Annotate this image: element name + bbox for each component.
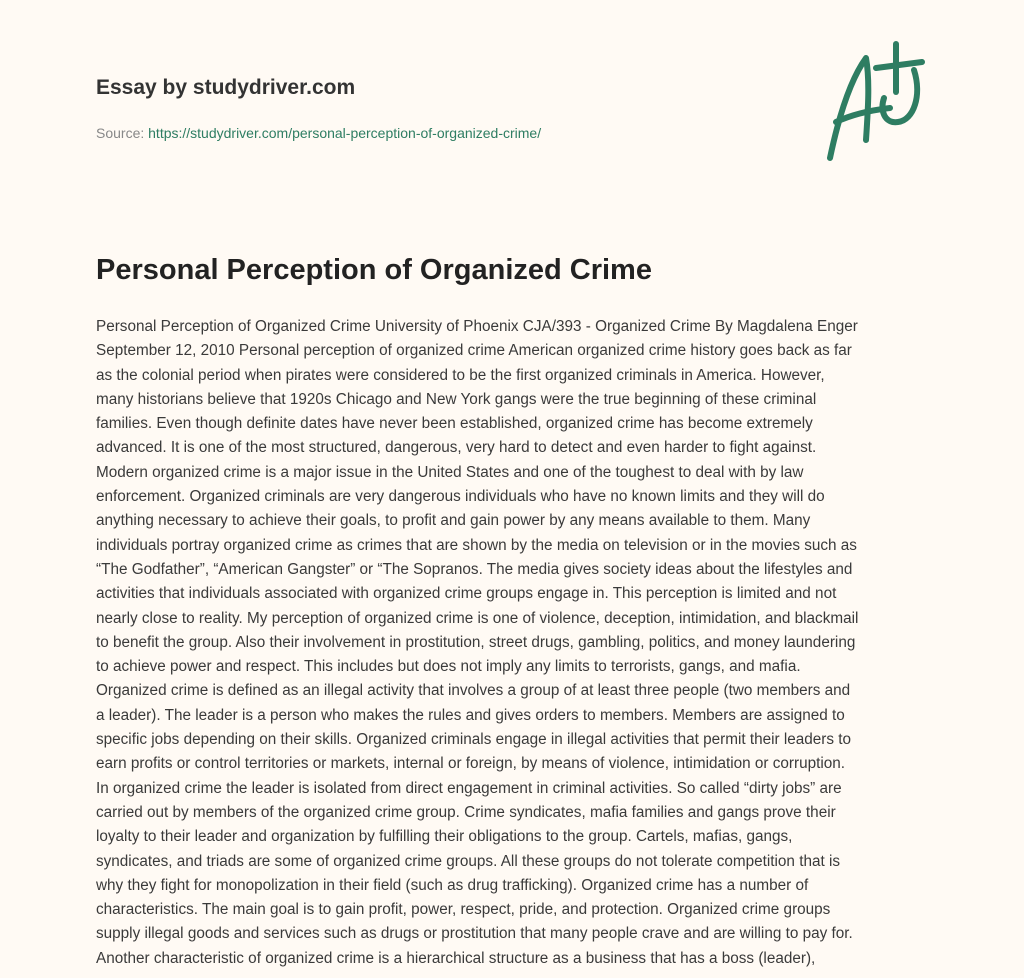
essay-text-line: Modern organized crime is a major issue in the United States and one of the toughest to deal with by law [96,463,804,481]
essay-text-line: nearly close to reality. My perception of organized crime is one of violence, deception, intimidation, and blackmail [96,609,859,627]
essay-text-line: many historians believe that 1920s Chicago and New York gangs were the true beginning of these criminal [96,390,817,408]
essay-text-line: Another characteristic of organized crime is a hierarchical structure as a business that has a boss (leader), [96,949,816,967]
essay-text-line: loyalty to their leader and organization by fulfilling their obligations to the group. Cartels, mafias, gangs, [96,828,793,846]
essay-text-line: supply illegal goods and services such as drugs or prostitution that many people crave and are willing to pay for. [96,925,853,943]
essay-text-line: advanced. It is one of the most structured, dangerous, very hard to detect and even harder to fight against. [96,439,817,457]
essay-text-line: individuals portray organized crime as crimes that are shown by the media on television or in the movies such as [96,536,857,554]
essay-text-line: a leader). The leader is a person who makes the rules and gives orders to members. Members are assigned to [96,706,845,724]
essay-text-line: to achieve power and respect. This includes but does not imply any limits to terrorists, gangs, and mafia. [96,658,801,676]
essay-text-line: activities that individuals associated with organized crime groups engage in. This perception is limited and not [96,585,837,603]
site-name: Essay by studydriver.com [96,76,356,99]
essay-title: Personal Perception of Organized Crime [96,254,652,286]
essay-text-line: why they fight for monopolization in their field (such as drug trafficking). Organized crime has a number of [96,876,809,894]
essay-text-line: September 12, 2010 Personal perception of organized crime American organized crime history goes back as far [96,342,852,360]
essay-text-line: families. Even though definite dates have never been established, organized crime has become extremely [96,415,813,433]
essay-text-line: syndicates, and triads are some of organized crime groups. All these groups do not tolerate competition that is [96,852,841,870]
essay-text-line: to benefit the group. Also their involvement in prostitution, street drugs, gambling, politics, and money laundering [96,633,856,651]
essay-text-line: as the colonial period when pirates were considered to be the first organized criminals in America. However, [96,366,825,384]
source-label: Source: [96,125,145,141]
essay-text-line: earn profits or control territories or markets, internal or foreign, by means of violence, intimidation or corruption. [96,755,846,773]
a-plus-logo-icon [818,40,928,165]
essay-text-line: enforcement. Organized criminals are very dangerous individuals who have no known limits and they will do [96,488,825,506]
source-line [96,125,541,141]
essay-text-line: In organized crime the leader is isolated from direct engagement in criminal activities. So called “dirty jobs” are [96,779,842,797]
essay-text-line: “The Godfather”, “American Gangster” or “The Sopranos. The media gives society ideas about the lifestyles and [96,560,853,578]
essay-text-line: specific jobs depending on their skills. Organized criminals engage in illegal activities that permit their leaders to [96,731,852,749]
essay-body [96,315,936,971]
essay-text-line: characteristics. The main goal is to gain profit, power, respect, pride, and protection. Organized crime groups [96,901,831,919]
essay-text-line: anything necessary to achieve their goals, to profit and gain power by any means available to them. Many [96,512,811,530]
essay-text-line: Personal Perception of Organized Crime University of Phoenix CJA/393 - Organized Crime By Magdalena Enger [96,318,858,335]
essay-text-line: Organized crime is defined as an illegal activity that involves a group of at least three people (two members and [96,682,851,700]
essay-text-line: carried out by members of the organized crime group. Crime syndicates, mafia families and gangs prove their [96,803,836,821]
source-link[interactable]: https://studydriver.com/personal-perception-of-organized-crime/ [148,125,542,141]
